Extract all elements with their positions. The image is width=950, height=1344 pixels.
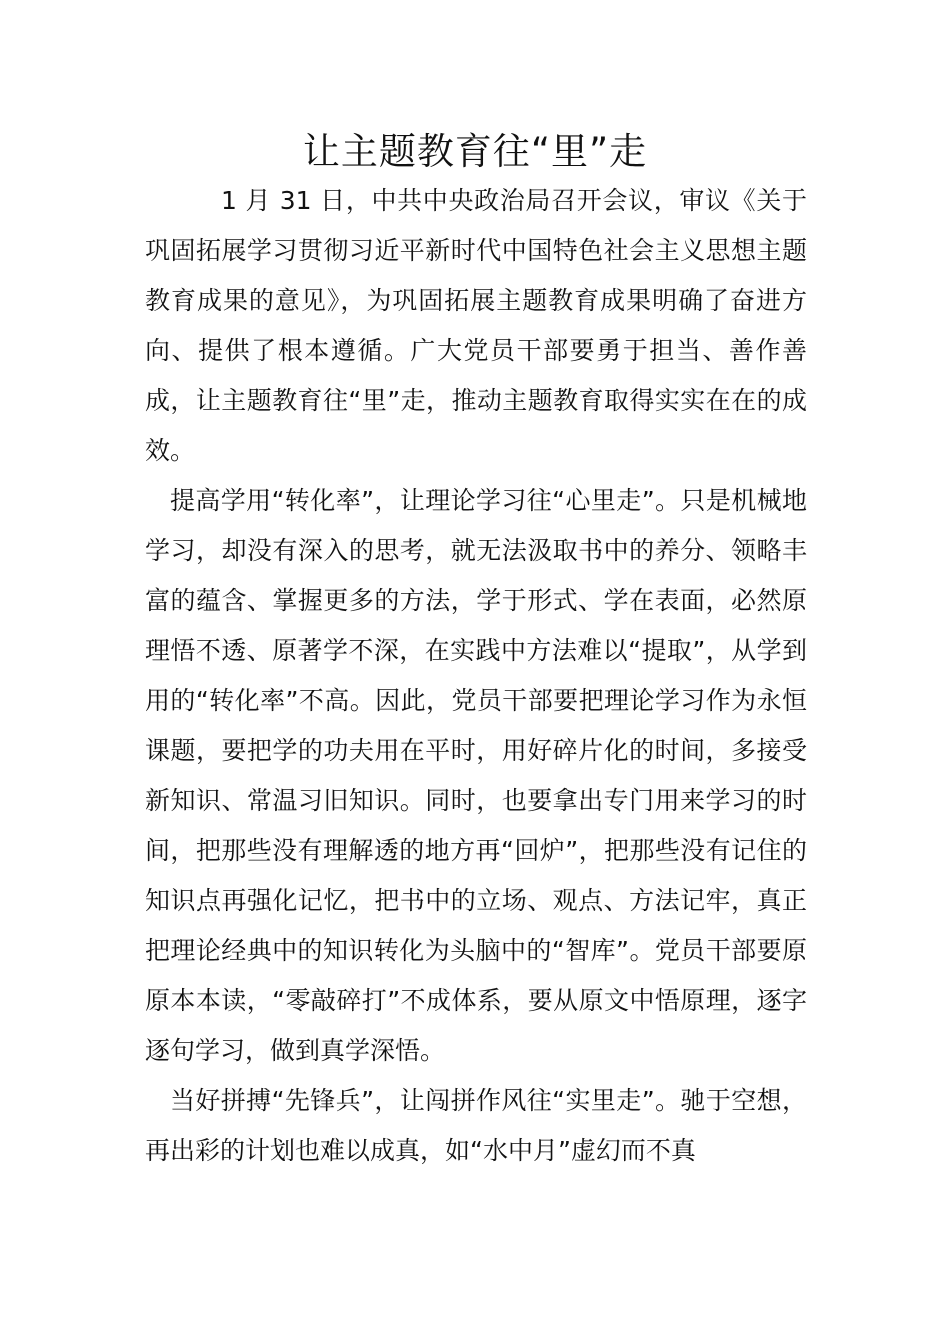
paragraph-pioneer: 当好拼搏“先锋兵”，让闯拼作风往“实里走”。驰于空想，再出彩的计划也难以成真，如“水中月”虚幻而不真 (145, 1086, 807, 1165)
paragraph-theory-study: 提高学用“转化率”，让理论学习往“心里走”。只是机械地学习，却没有深入的思考，就无法汲取书中的养分、领略丰富的蕴含、掌握更多的方法，学于形式、学在表面，必然原理悟不透、原著学不深，在实践中方法难以“提取”，从学到用的“转化率”不高。因此，党员干部要把理论学习作为永恒课题，要把学的功夫用在平时，用好碎片化的时间，多接受新知识、常温习旧知识。同时，也要拿出专门用来学习的时间，把那些没有理解透的地方再“回炉”，把那些没有记住的知识点再强化记忆，把书中的立场、观点、方法记牢，真正把理论经典中的知识转化为头脑中的“智库”。党员干部要原原本本读，“零敲碎打”不成体系，要从原文中悟原理，逐字逐句学习，做到真学深悟。 (145, 486, 807, 1065)
document-body (145, 176, 807, 1176)
paragraph-intro: 1 月 31 日，中共中央政治局召开会议，审议《关于巩固拓展学习贯彻习近平新时代中国特色社会主义思想主题教育成果的意见》，为巩固拓展主题教育成果明确了奋进方向、提供了根本遵循。广大党员干部要勇于担当、善作善成，让主题教育往“里”走，推动主题教育取得实实在在的成效。 (145, 186, 807, 465)
document-title: 让主题教育往“里”走 (302, 130, 648, 173)
